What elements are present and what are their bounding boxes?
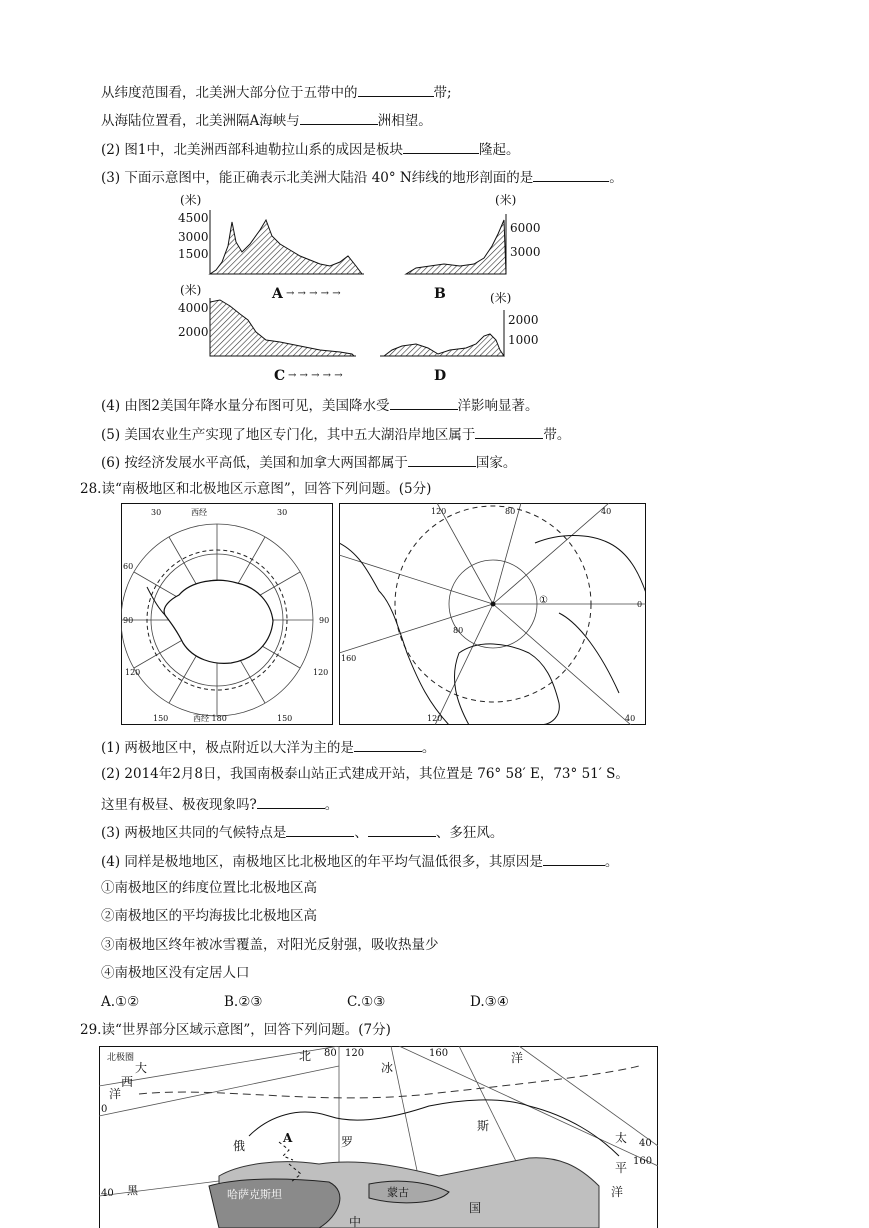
answer-blank[interactable]	[286, 822, 354, 837]
lon-label: 80	[505, 507, 516, 516]
q27-line1-text: 从纬度范围看，北美洲大部分位于五带中的	[101, 85, 358, 101]
unit-label-a: (米)	[180, 193, 202, 207]
q28-part3-sep: 、	[354, 825, 368, 841]
lat-label: 80	[453, 626, 464, 635]
arrow-row-ab: → → → → →	[286, 288, 341, 299]
unit-label-c: (米)	[180, 283, 202, 297]
q28-part4-text: (4) 同样是极地地区，南极地区比北极地区的年平均气温低很多，其原因是	[101, 854, 543, 870]
lon-label: 40	[625, 714, 636, 723]
q28-part2b	[101, 794, 338, 814]
map-label: 西	[121, 1075, 134, 1089]
map-label: 40	[639, 1138, 652, 1149]
map-label: 洋	[109, 1087, 122, 1101]
lon-label: 西经 180	[193, 714, 227, 723]
q27-line2-end: 洲相望。	[377, 113, 432, 129]
q28-part3	[101, 822, 503, 842]
antarctic-map	[121, 503, 333, 725]
lon-label: 120	[125, 668, 141, 677]
choice-c[interactable]: C.①③	[347, 994, 386, 1010]
tick-1000: 1000	[508, 333, 539, 347]
unit-label-d: (米)	[490, 291, 512, 305]
lon-label: 30	[151, 508, 162, 517]
answer-blank[interactable]	[408, 452, 476, 467]
profile-d-shape	[384, 334, 504, 356]
map-label: 0	[101, 1104, 108, 1115]
q28-part4	[101, 851, 618, 871]
map-label: 大	[135, 1061, 148, 1075]
map-label: 蒙古	[387, 1186, 409, 1199]
tick-4500: 4500	[178, 211, 209, 225]
answer-blank[interactable]	[257, 794, 325, 809]
map-label: 80	[324, 1048, 337, 1059]
q28-part1-end: 。	[421, 740, 436, 756]
q28-part3-text: (3) 两极地区共同的气候特点是	[101, 825, 287, 841]
q27-part4	[101, 395, 539, 415]
choice-d[interactable]: D.③④	[470, 994, 509, 1010]
map-label: 冰	[381, 1061, 394, 1075]
answer-blank[interactable]	[475, 424, 543, 439]
q27-part2-end: 隆起。	[479, 142, 520, 158]
q27-line2	[101, 110, 432, 130]
option-3: ③南极地区终年被冰雪覆盖，对阳光反射强，吸收热量少	[101, 937, 439, 953]
q27-part3	[101, 167, 623, 187]
tick-2000: 2000	[178, 325, 209, 339]
map-label: 洋	[511, 1051, 524, 1065]
arrow-row-cd: → → → → →	[288, 370, 343, 381]
lon-label: 40	[601, 507, 612, 516]
profile-b-shape	[406, 220, 506, 274]
answer-blank[interactable]	[300, 110, 378, 125]
lon-label: 90	[123, 616, 134, 625]
map-label: 黑	[127, 1184, 138, 1197]
answer-blank[interactable]	[354, 737, 422, 752]
lon-label: 60	[123, 562, 134, 571]
label-b: B	[434, 286, 446, 302]
label-a: A	[272, 286, 283, 302]
map-label: 国	[469, 1201, 482, 1215]
q27-part6-end: 国家。	[475, 455, 517, 471]
q29-title: 29.读“世界部分区域示意图”，回答下列问题。(7分)	[80, 1022, 391, 1038]
map-label: 北	[299, 1049, 312, 1063]
answer-blank[interactable]	[358, 82, 434, 97]
q27-line1	[101, 82, 452, 102]
q27-part5-end: 带。	[543, 427, 571, 443]
q28-part3-end: 、多狂风。	[435, 825, 504, 841]
choice-row	[101, 993, 593, 1011]
option-4: ④南极地区没有定居人口	[101, 965, 250, 981]
q28-part1-text: (1) 两极地区中，极点附近以大洋为主的是	[101, 740, 354, 756]
tick-6000: 6000	[510, 221, 541, 235]
lon-label: 150	[153, 714, 169, 723]
answer-blank[interactable]	[390, 395, 458, 410]
lon-label: 90	[319, 616, 330, 625]
q27-part4-text: (4) 由图2美国年降水量分布图可见，美国降水受	[101, 398, 390, 414]
answer-blank[interactable]	[533, 167, 609, 182]
tick-3000-b: 3000	[510, 245, 541, 259]
q27-part2-text: (2) 图1中，北美洲西部科迪勒拉山系的成因是板块	[101, 142, 404, 158]
q27-part6-text: (6) 按经济发展水平高低，美国和加拿大两国都属于	[101, 455, 408, 471]
profile-a-shape	[210, 220, 362, 274]
map-label: 太	[615, 1131, 628, 1145]
tick-4000: 4000	[178, 301, 209, 315]
q27-line2-text: 从海陆位置看，北美洲隔A海峡与	[101, 113, 300, 129]
q27-line1-end: 带;	[433, 85, 452, 101]
map-label: 北极圈	[107, 1053, 135, 1063]
lon-label: 120	[427, 714, 443, 723]
answer-blank[interactable]	[543, 851, 605, 866]
label-c: C	[274, 368, 286, 384]
lon-label: 160	[341, 654, 357, 663]
map-label: 洋	[611, 1185, 624, 1199]
choice-a[interactable]: A.①②	[101, 994, 140, 1010]
choice-b[interactable]: B.②③	[224, 994, 263, 1010]
q28-part2b-end: 。	[324, 797, 339, 813]
map-label: 俄	[233, 1139, 246, 1153]
north-pole-dot	[491, 602, 496, 607]
arctic-map	[339, 503, 646, 725]
option-2: ②南极地区的平均海拔比北极地区高	[101, 908, 317, 924]
profile-c-shape	[210, 300, 354, 356]
label-d: D	[434, 368, 447, 384]
lon-label: 150	[277, 714, 293, 723]
lon-label: 120	[431, 507, 447, 516]
terrain-profiles-figure	[170, 190, 550, 390]
q28-part1	[101, 737, 435, 757]
answer-blank[interactable]	[368, 822, 436, 837]
map-label: 斯	[477, 1119, 490, 1133]
map-label: 120	[345, 1048, 365, 1059]
point-a-label: A	[283, 1131, 293, 1145]
q28-part4-end: 。	[604, 854, 619, 870]
q28-part2b-text: 这里有极昼、极夜现象吗?	[101, 797, 257, 813]
lon-label: 120	[313, 668, 329, 677]
map-label: 罗	[341, 1135, 354, 1149]
option-1: ①南极地区的纬度位置比北极地区高	[101, 880, 317, 896]
world-region-map	[99, 1046, 658, 1228]
q27-part3-end: 。	[609, 170, 623, 186]
q27-part5	[101, 424, 570, 444]
map-label: 40	[101, 1188, 114, 1199]
lon-label: 西经	[191, 508, 207, 517]
map-label: 平	[615, 1161, 628, 1175]
q28-title: 28.读“南极地区和北极地区示意图”，回答下列问题。(5分)	[80, 481, 432, 497]
q28-part2: (2) 2014年2月8日，我国南极泰山站正式建成开站，其位置是 76° 58′ E，73° 51′ S。	[101, 766, 629, 782]
kazakhstan-region	[209, 1179, 340, 1228]
q27-part6	[101, 452, 516, 472]
unit-label-b: (米)	[495, 193, 517, 207]
tick-3000: 3000	[178, 230, 209, 244]
map-label: 中	[349, 1215, 362, 1228]
tick-2000-d: 2000	[508, 313, 539, 327]
q27-part2	[101, 139, 520, 159]
map-label: 160	[633, 1156, 653, 1167]
map-label: 160	[429, 1048, 449, 1059]
q27-part4-end: 洋影响显著。	[457, 398, 539, 414]
marker-1: ①	[539, 595, 548, 606]
lon-label: 0	[637, 600, 643, 609]
q27-part5-text: (5) 美国农业生产实现了地区专门化，其中五大湖沿岸地区属于	[101, 427, 476, 443]
tick-1500: 1500	[178, 247, 209, 261]
map-label: 哈萨克斯坦	[227, 1188, 282, 1201]
answer-blank[interactable]	[403, 139, 479, 154]
lon-label: 30	[277, 508, 288, 517]
q27-part3-text: (3) 下面示意图中，能正确表示北美洲大陆沿 40° N纬线的地形剖面的是	[101, 170, 534, 186]
